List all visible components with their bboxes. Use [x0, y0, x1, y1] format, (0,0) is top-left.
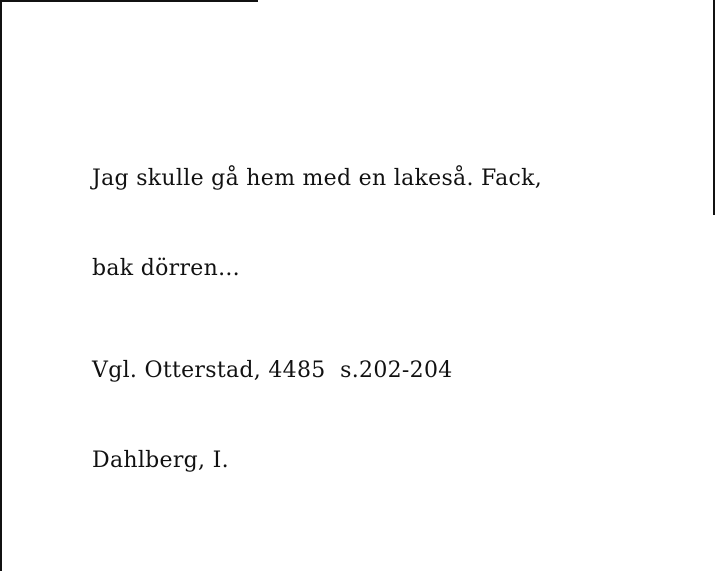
- body-line-1: Jag skulle gå hem med en lakeså. Fack,: [92, 166, 543, 191]
- reference-line-source: Vgl. Otterstad, 4485 s.202-204: [92, 358, 453, 383]
- card-left-edge: [0, 0, 2, 571]
- card-right-edge: [713, 0, 715, 215]
- reference-line-author: Dahlberg, I.: [92, 448, 229, 473]
- card-reference-text: [92, 296, 453, 536]
- body-line-2: bak dörren...: [92, 256, 240, 281]
- card-top-edge: [0, 0, 258, 2]
